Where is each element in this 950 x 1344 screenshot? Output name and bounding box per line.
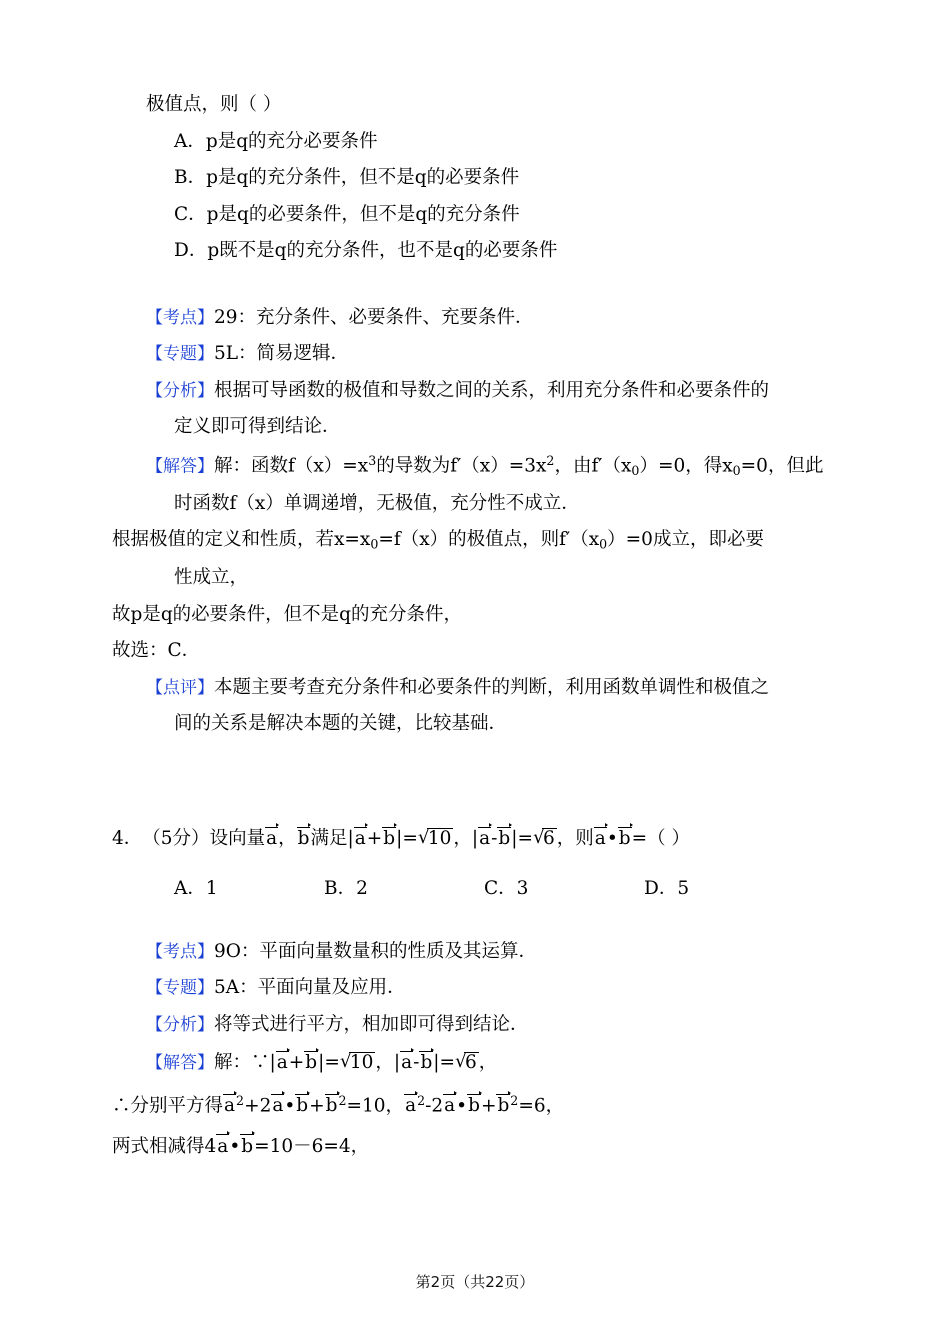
question3-option-c: C．p是q的必要条件，但不是q的充分条件 [174,203,520,225]
question4-stem-k: =（ ） [631,827,690,849]
question3-option-a: A．p是q的充分必要条件 [174,130,378,152]
jieda-text-3a: 根据极值的定义和性质，若x=x [112,529,371,551]
question4-stem-c: 满足| [310,827,354,849]
question3-jieda-line4: 性成立， [174,567,249,589]
spacer-medium-2 [112,899,838,929]
question3-stem-tail: 极值点，则（ ） [146,94,282,115]
q4-jieda-1b: + [288,1052,305,1074]
q4-jieda-2a: ∴分别平方得 [112,1095,224,1117]
vector-a-9: a [405,1095,417,1117]
question3-kaodian [112,306,838,328]
vector-a-10: a [444,1095,456,1117]
q4-jieda-3a: 两式相减得4 [112,1135,217,1157]
q4-jieda-2j: • [456,1095,468,1117]
vector-a-11: a [217,1135,229,1157]
zhuanti-text-2: 5A：平面向量及应用． [214,977,406,999]
vector-a-8: a [272,1095,284,1117]
fenxi-label-2: 【分析】 [146,1014,214,1035]
jieda-sup-3: 3 [368,452,377,468]
question4-option-c: C．3 [484,878,529,900]
question4-stem-j: • [606,827,618,849]
spacer [112,279,838,309]
vector-a: a [266,827,278,849]
kaodian-label: 【考点】 [146,307,214,328]
sqrt-6-2-value: 6 [465,1052,477,1074]
q4-sup-2b: 2 [236,1092,245,1108]
q4-jieda-2e: + [309,1095,325,1117]
question3-jieda-line6: 故选：C． [112,640,201,662]
q4-sup-2f: 2 [338,1092,347,1108]
q4-jieda-1g: ， [478,1052,498,1074]
sqrt-10-2 [340,1052,376,1073]
question3-option-d: D．p既不是q的充分条件，也不是q的必要条件 [174,240,558,261]
question4-stem-e: |= [396,827,418,849]
question4-option-a: A．1 [174,878,218,900]
q4-jieda-2k: + [480,1095,497,1117]
q4-jieda-1f: |= [433,1052,456,1074]
q4-jieda-2m: =6， [518,1095,565,1117]
question3-jieda-line3 [112,531,838,551]
question3-zhuanti [112,345,838,364]
jieda-text-3e: ）=0成立，即必要 [607,529,764,551]
jieda-text-3c: =f（x）的极值点，则f′（x [378,529,600,551]
question4-stem-h: |= [511,827,533,849]
question4-zhuanti [112,979,838,998]
question3-jieda-line5: 故p是q的必要条件，但不是q的充分条件， [112,603,463,625]
question4-jieda-line3 [112,1135,838,1157]
page-content [112,96,838,1156]
question4-stem-g: - [491,827,498,849]
question4-score: （5分） [142,827,210,849]
jieda-text-1a: 解：函数f（x）=x [214,454,369,476]
vector-a-3: a [479,827,491,849]
question4-stem-f: ，| [453,827,479,849]
fenxi-text-2: 将等式进行平方，相加即可得到结论． [214,1013,529,1035]
question4-option-d: D．5 [644,878,690,900]
vector-a-6: a [401,1052,413,1074]
spacer-small [112,866,838,880]
jieda-text-1i: =0，但此 [740,454,824,476]
zhuanti-text: 5L：简易逻辑． [214,343,350,364]
jieda-sup-2: 2 [546,452,555,468]
vector-a-2: a [354,827,366,849]
fenxi-text-1: 根据可导函数的极值和导数之间的关系，利用充分条件和必要条件的 [214,379,770,401]
question4-stem [112,828,838,849]
sqrt-6-value: 6 [542,827,555,849]
vector-b-5: b [305,1052,318,1074]
jieda-text-1g: ）=0，得x [639,454,733,476]
question4-fenxi [112,1013,838,1035]
question3-option-b: B．p是q的充分条件，但不是q的必要条件 [174,167,520,188]
question3-fenxi-line2: 定义即可得到结论． [174,416,341,437]
vector-b-11: b [241,1135,254,1157]
q4-sup-2l: 2 [510,1092,519,1108]
vector-b: b [297,827,310,849]
vector-b-10: b [497,1095,510,1117]
sqrt-10-2-value: 10 [349,1052,374,1074]
vector-b-3: b [498,827,511,849]
question4-jieda-line2 [112,1092,838,1117]
jieda-text-1c: 的导数为f′（x）=3x [376,454,547,476]
kaodian-text: 29：充分条件、必要条件、充要条件． [214,306,534,328]
vector-a-5: a [276,1052,288,1074]
jieda-label-2: 【解答】 [146,1053,214,1074]
fenxi-label: 【分析】 [146,380,214,401]
zhuanti-label-2: 【专题】 [146,978,214,999]
question4-options [112,880,838,899]
spacer-large [112,752,838,798]
question3-jieda-line2: 时函数f（x）单调递增，无极值，充分性不成立． [174,492,580,514]
q4-sup-2h: 2 [417,1092,426,1108]
jieda-sub-0a: 0 [631,462,640,478]
sqrt-10 [418,828,454,849]
vector-a-4: a [594,827,606,849]
vector-a-7: a [224,1095,236,1117]
jieda-text-1e: ，由f′（x [554,454,632,476]
kaodian-text-2: 9O：平面向量数量积的性质及其运算． [214,940,537,962]
kaodian-label-2: 【考点】 [146,941,214,962]
question4-stem-i: ，则 [556,827,594,849]
question4-stem-a: 设向量 [209,827,266,849]
q4-jieda-3b: • [229,1135,241,1157]
q4-jieda-1a: 解：∵| [214,1052,276,1074]
spacer-medium [112,798,838,828]
question4-stem-b: ， [278,827,297,849]
vector-b-7: b [296,1095,309,1117]
sqrt-10-value: 10 [427,827,452,849]
question3-jieda-line1 [112,452,838,478]
question4-stem-d: + [366,827,383,849]
sqrt-6 [533,828,557,849]
jieda-sub-3d: 0 [599,536,608,552]
question3-dianping-line1 [112,676,838,698]
question4-number: 4． [112,827,143,849]
vector-b-8: b [325,1095,338,1117]
q4-jieda-2d: • [284,1095,296,1117]
question3-dianping-line2: 间的关系是解决本题的关键，比较基础． [174,713,508,735]
question4-jieda-line1 [112,1052,838,1073]
q4-jieda-2i: -2 [425,1095,444,1117]
sqrt-6-2 [455,1052,479,1073]
jieda-label: 【解答】 [146,455,214,476]
q4-jieda-3c: =10－6=4， [254,1135,370,1157]
dianping-label: 【点评】 [146,677,214,698]
q4-jieda-2g: =10， [346,1095,405,1117]
zhuanti-label: 【专题】 [146,344,214,364]
page-footer: 第2页（共22页） [415,1273,535,1291]
vector-b-2: b [383,827,396,849]
question4-option-b: B．2 [324,878,368,900]
dianping-text-1: 本题主要考查充分条件和必要条件的判断，利用函数单调性和极值之 [214,676,770,698]
vector-b-4: b [618,827,631,849]
q4-jieda-1e: - [413,1052,420,1074]
vector-b-9: b [468,1095,480,1117]
q4-jieda-1c: |= [318,1052,340,1074]
q4-jieda-2c: +2 [244,1095,272,1117]
question4-kaodian [112,940,838,962]
question3-fenxi-line1 [112,379,838,401]
q4-jieda-1d: ，| [375,1052,401,1074]
vector-b-6: b [420,1052,433,1074]
jieda-sub-0b: 0 [732,462,741,478]
jieda-sub-3b: 0 [370,536,379,552]
